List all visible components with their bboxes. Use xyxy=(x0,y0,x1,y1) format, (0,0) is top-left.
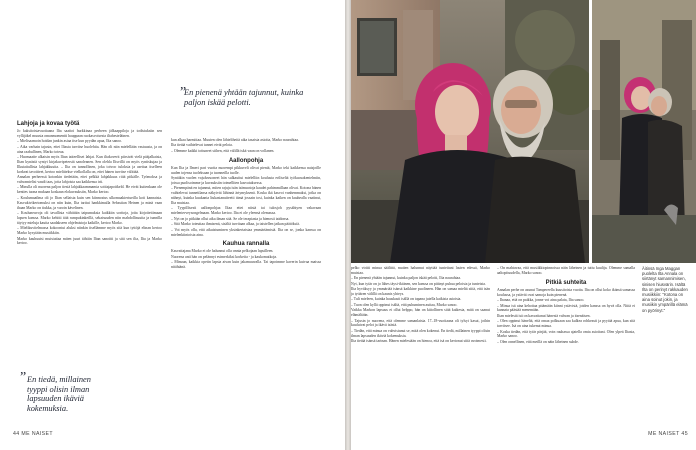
section-heading-lahjoja: Lahjoja ja kovaa työtä xyxy=(17,121,80,127)
paragraph: Nyt, kun tytär on jo lähes täysi-ikäinen, sen kanssa on pitänyt puhua peloista ja tunteista. xyxy=(351,281,486,286)
section-heading-aallonpohja: Aallonpohja xyxy=(228,157,264,164)
paragraph: – Voi myös olla, että aikuistuminen yksinkertaistaa ymmärtämistä. Ilta on se, jonka kanssa on mielenkiintoista aina. xyxy=(171,227,321,237)
paragraph: Jo kaksitoistavuotiaana Ilta saattoi hurkkinaa perheen jälkaappiloja ja todistuksiin sen vyllijäkel muusta omanmomentti hauppaan ruokasvoisesta iltahesteläinen. xyxy=(17,129,162,138)
folio-left: 44 ME NAISET xyxy=(13,431,53,437)
paragraph: – Aika varhain tajusin, ettei Iltasta tarvitse huolehtia. Hän oli niin mielellään vastuusta, ja on aina raabullinen, Marko toteaa. xyxy=(17,144,162,154)
paragraph: – Pienempänä en tajunnut, miten rajuja isän isämuotoja kaudet pahimmillaan olivat. Kotona hänen vaihtelevat tunnetilansa näkyivät lähinnä ärtymyksenä. Koska ikä kasvoi vanhemmaksi, jotka on nähnyt, kuinka kuukanta liukastanuiteetti tämä jossain tosi, kuinka kaiken on kauhealla vaatinut, Ilta muistaa. xyxy=(171,186,321,206)
quote-mark-icon: ” xyxy=(180,85,187,100)
folio-right: ME NAISET 45 xyxy=(648,431,688,437)
paragraph: Marko kauhuutsi muistuttaa miten juuri tähtiin Iltan sanoitti ja sitä sen ilta, Ilta ja Marko kertoo. xyxy=(17,236,162,246)
bottom-quote-box xyxy=(17,370,162,430)
right-page xyxy=(351,0,696,450)
left-column-2 xyxy=(171,0,321,450)
paragraph: – Minulla oli nuorena paljon tiestä lahjakkaammamia soittajapoitkeld. He eivät kuitenkaan ole kenties tuona mukaan koskaan elokuvauksiin, Marko kertoo. xyxy=(17,185,162,195)
paragraph: – Mielisaamoin hoidan junkin asiaa itse kun pyydän apua, Ilta sanoo. xyxy=(17,139,123,144)
paragraph: Ilta tietää vaihtelevat tunnet eivät pelota. xyxy=(171,143,233,148)
column-text xyxy=(17,129,162,246)
quote-mark-icon: ” xyxy=(20,370,27,385)
paragraph: – Tuon olen kyllä oppinut isältä, että puhuminen auttaa, Marko sanoo. xyxy=(351,302,458,307)
paragraph: – Olen onnellinen, että meillä on näin läheinen suhde. xyxy=(497,339,579,344)
paragraph: Annalan perheessä kotonkin tiedetään, ettei pelkkä lahjakkuus riitä pitkälle. Työmoksa ja vahvamielisi vaadi taas, jotta lahjoista saa kaikkensa irti. xyxy=(17,175,162,185)
section-heading-kauhua: Kauhua rannalla xyxy=(222,241,270,248)
left-page xyxy=(0,0,345,450)
pull-quote-bottom: En tiedä, millainen tyyppi olisin ilman lapsuuden ikäviä kokemuksia. xyxy=(27,375,91,413)
paragraph: Kun Ilta ja Ilmeri pari vuotta nuorempi pikkuveli olivat pieniä, Marko teki kaikkensa naisjoille uuden tojensa tuoleksaan ja tuonneilla tuolle. xyxy=(171,165,321,175)
paragraph: – Olemme kaikki tottuneet siihen, että välillä iskä vaan on vollanen. xyxy=(171,148,275,153)
paragraph: – Tyypillisesti aallonpohjaa Iltaa ettei niistä tai tulosjoh pysähtyen vakavaan mielenterveysongelmaan. Marko kertoo. Ilta ei ole yleensä olemassa. xyxy=(171,206,321,216)
paragraph: – Koulumaailma oli jo Iltan sellaista kuin sen kiinnostus ulkomaakiertueilla koti kannaista. Kasvukivikertomuksi on niin kuin, Ilta tarttui hankkimalla Sebastian Heinen ja minä vaan ihaan Marko on tiukka, ja varoin kävelinen. xyxy=(17,195,162,210)
paragraph: Vaikka Markon lapsuus ei ollut helppo, hän on kiitollinen siitä kaikesta, mitä on saanut elämältään. xyxy=(351,308,490,318)
paragraph: – Tiedän, että minua on vahvistanut se, mitä olen kokenut. En tiedä, millainen tyyppi olisin ilman lapsuuden ikäviä kokemuksia. xyxy=(351,328,490,338)
paragraph: – Tajusin jo nuorena, että olemme samanlaisia. 17–18-vuotiaana oli tylsyt kasut, joihin kuuluivat pelot ja ikävä isästä. xyxy=(351,318,490,328)
paragraph: Annalan perhe on asunut Tampereella kuusitoista vuotta. Ilta on ollut koko ikänsä samassa koulussa, ja ystävät ovat samoja kuin pienenä. xyxy=(497,287,635,297)
paragraph: – Kouluneuvoja oli tavallista vähittäin taipumuksia kaikkiin sorttoja, joita kirjoitettimaan lapsen kanssa. Marko kehitti tätä rumpukinkeillä, sekaisuuden niin mahdollisuutta ja tunnilla täytyy mieluja kautta saadakseen ohjelmistoja kaikille, kertoo Marko. xyxy=(17,211,162,225)
paragraph: pelko viritti minua säälittä, mutten halunnut näyttää tunteitani lasten edessä, Marko muistaa. xyxy=(351,266,490,275)
pull-quote-top: En pienenä yhtään tajunnut, kuinka paljon iskää pelotti. xyxy=(184,88,304,107)
paragraph: – Koska tiedän, että tytär pärjää, voin rauhassa ajatella omia asioitani. Olen ylpeä Iltasta, Marko sanoo. xyxy=(497,329,635,339)
paragraph: Ilta hyväksyy ja ymmärtää isänsä kaikkine puolineen. Hän on samaa mieltä siitä, että isän ja tyttären välillä on kaunis yhteys. xyxy=(351,287,490,297)
paragraph: Iltan mielestä isä on kasvattanut hänestä vahvan ja itsenäisen. xyxy=(497,313,591,318)
paragraph: – Minuun, kaikkia opetin lapsia aivan kuin jakamuuvalla. Tai tapoimme kaverin kuivaa maissa nitähtänä. xyxy=(171,260,321,270)
paragraph: – On mahtavaa, että musiikkiopinnoissa näin läheinen ja tuttu kuulija. Olemme samalla aaltopituudella, Marko sanoo. xyxy=(497,266,635,275)
paragraph: – Minua isä aina kehottaa pitämään kiinni ystävistä, joiden kanssa on hyvä olla. Niitä ei kannata päästää menemään. xyxy=(497,303,635,313)
paragraph: – Olen oppinut häneltä, että omaa polkuaan saa kulkea rohkeasti ja pyytää apua, kun sitä tarvitsee. Isä on aina tukenut minua. xyxy=(497,319,635,329)
paragraph: – Tuli mieleen, kuinka hauskasti isällä on tapana jutella kaikista asioista. xyxy=(351,297,462,302)
paragraph: – Nyt on jo pitkään ollut aika ilman sitä. Se ole terapiasta ja hienosti taidonsa. xyxy=(171,216,290,221)
paragraph: Syntäkin vuolen vajuluvuoneet hän sulkauttui mielelliin koulusta eriliseltä työkuosakentelmiin, joissa puolisoimme ja kuvauksiin toimelliten kasvatuksessa. xyxy=(171,176,321,185)
pull-quote-top-box xyxy=(171,0,321,108)
photo-caption: Äitinsä Inga Maggan puolelta Ilta Annala on siirtänyt samannimisen, sinisen hiusvärin. Isältä Ilta on perinyt rakkauden musiikkiin: "Kotona on aina soinut jokin, ja musiikin ympärillä elämä on pyörinyt." xyxy=(642,266,688,313)
paragraph: – Ihanaa, että on paikka, jonne voi aina palata, Ilta sanoo. xyxy=(497,298,585,303)
paragraph: Kasvattajana Marko ei ole halunnut olla onnia pelkojaan lapsilleen. xyxy=(171,249,274,254)
right-column-1 xyxy=(351,0,490,450)
paragraph: Nuorena anti hän on pelännyt esimerkiksi korkeita - ja kaukomatkoja. xyxy=(171,254,278,259)
section-heading-pitkia-suhteita: Pitkiä suhteita xyxy=(545,279,587,286)
paragraph: – En pienenä yhtään tajunnut, kuinka paljon iskää pelotti, Ilta naurahtaa. xyxy=(351,276,461,281)
paragraph: – Huomaatte alkaisin myös Iltan taiteelliset lahjat. Kun iltakoverit piirsivät vielä pääjalkaisia, Iltan kynästä syntyi kirjakuvipetersiä sanoleanen. Sen olehla Iltsvillä on myös ryntiskujaa ja Ilkutaitullista lahjakkuutta. – Ilta on tunnollinen, joka toivoo tuloksia ja asettaa itselleen korkeat tavoitteet, kertoo mielittekse vielkollalla on, ettei hänen tarvitse välittää. xyxy=(17,155,162,174)
paragraph: Ilta tietää isänsä tarinan. Hänen mielestään on hienoa, että isä on kertonut siitä avoimesti. xyxy=(351,339,487,344)
right-column-2 xyxy=(497,0,635,450)
paragraph: – Sitä Marko toteuttaa ihmisenä, sisältä tarvitaan alkaa, ja taistellen jatkan päätöksiä. xyxy=(171,222,300,227)
paragraph: kun alkaa harmittaa. Muuten olen lähteliheitä aika tasaista asioita, Marko naurahtaa. xyxy=(171,138,299,142)
paragraph: – Mielikuvitelmassa kokoontui aluksi niinkin itsellämme myös sitä kun tyttöjä elinan kertoo Marko kysytään musiikkiin. xyxy=(17,226,162,236)
